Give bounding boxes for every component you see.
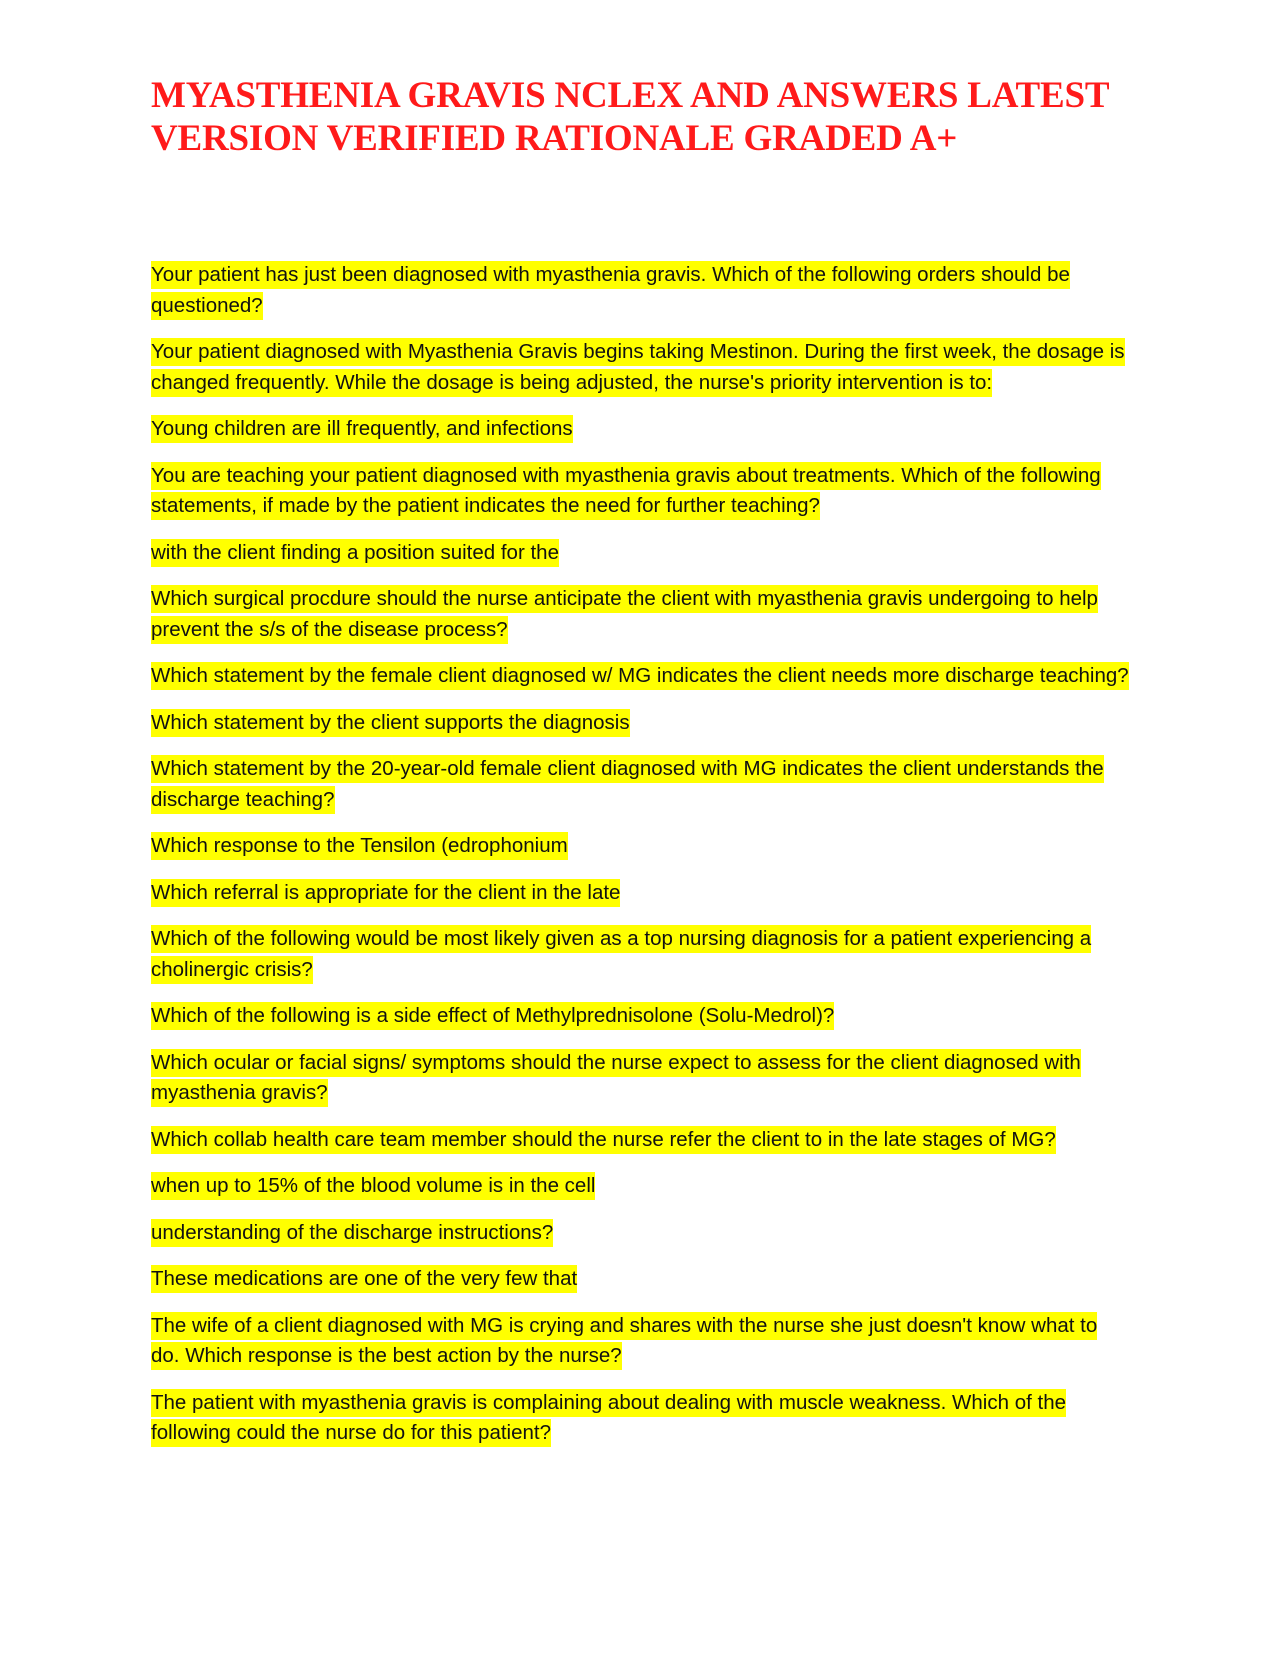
question-item [151, 414, 1131, 445]
question-item [151, 260, 1131, 321]
question-item [151, 337, 1131, 398]
question-text: Which statement by the client supports the diagnosis [151, 709, 630, 737]
question-item [151, 1388, 1131, 1449]
question-text: Your patient has just been diagnosed with myasthenia gravis. Which of the following orders should be questioned? [151, 261, 1070, 320]
question-text: Which of the following would be most likely given as a top nursing diagnosis for a patient experiencing a cholinergic crisis? [151, 925, 1091, 984]
question-item [151, 878, 1131, 909]
question-text: Which collab health care team member should the nurse refer the client to in the late stages of MG? [151, 1126, 1056, 1154]
question-item [151, 831, 1131, 862]
question-item [151, 1218, 1131, 1249]
question-text: understanding of the discharge instructions? [151, 1219, 553, 1247]
question-item [151, 1171, 1131, 1202]
question-item [151, 924, 1131, 985]
question-text: when up to 15% of the blood volume is in the cell [151, 1172, 595, 1200]
question-text: The patient with myasthenia gravis is complaining about dealing with muscle weakness. Which of the following could the nurse do for this patient? [151, 1389, 1066, 1448]
question-text: Young children are ill frequently, and infections [151, 415, 573, 443]
question-item [151, 1048, 1131, 1109]
question-text: Which statement by the female client diagnosed w/ MG indicates the client needs more discharge teaching? [151, 662, 1129, 690]
question-text: Which referral is appropriate for the client in the late [151, 879, 620, 907]
question-item [151, 1264, 1131, 1295]
question-item [151, 708, 1131, 739]
question-item [151, 461, 1131, 522]
question-text: Which ocular or facial signs/ symptoms should the nurse expect to assess for the client diagnosed with myasthenia gravis? [151, 1049, 1081, 1108]
question-text: Which response to the Tensilon (edrophonium [151, 832, 568, 860]
question-text: Which statement by the 20-year-old female client diagnosed with MG indicates the client understands the discharge teaching? [151, 755, 1104, 814]
question-item [151, 661, 1131, 692]
question-item [151, 584, 1131, 645]
question-text: Which of the following is a side effect of Methylprednisolone (Solu-Medrol)? [151, 1002, 834, 1030]
question-text: Which surgical procdure should the nurse anticipate the client with myasthenia gravis undergoing to help prevent the s/s of the disease process? [151, 585, 1098, 644]
question-text: Your patient diagnosed with Myasthenia Gravis begins taking Mestinon. During the first week, the dosage is changed frequently. While the dosage is being adjusted, the nurse's priority intervention is to: [151, 338, 1125, 397]
question-list [151, 260, 1131, 1465]
question-text: The wife of a client diagnosed with MG is crying and shares with the nurse she just doesn't know what to do. Which response is the best action by the nurse? [151, 1312, 1097, 1371]
question-text: These medications are one of the very few that [151, 1265, 577, 1293]
question-text: with the client finding a position suited for the [151, 539, 559, 567]
document-title: MYASTHENIA GRAVIS NCLEX AND ANSWERS LATEST VERSION VERIFIED RATIONALE GRADED A+ [151, 75, 1109, 159]
question-item [151, 1311, 1131, 1372]
question-text: You are teaching your patient diagnosed with myasthenia gravis about treatments. Which of the following statements, if made by the patient indicates the need for further teaching? [151, 462, 1101, 521]
question-item [151, 1001, 1131, 1032]
question-item [151, 754, 1131, 815]
question-item [151, 1125, 1131, 1156]
question-item [151, 538, 1131, 569]
